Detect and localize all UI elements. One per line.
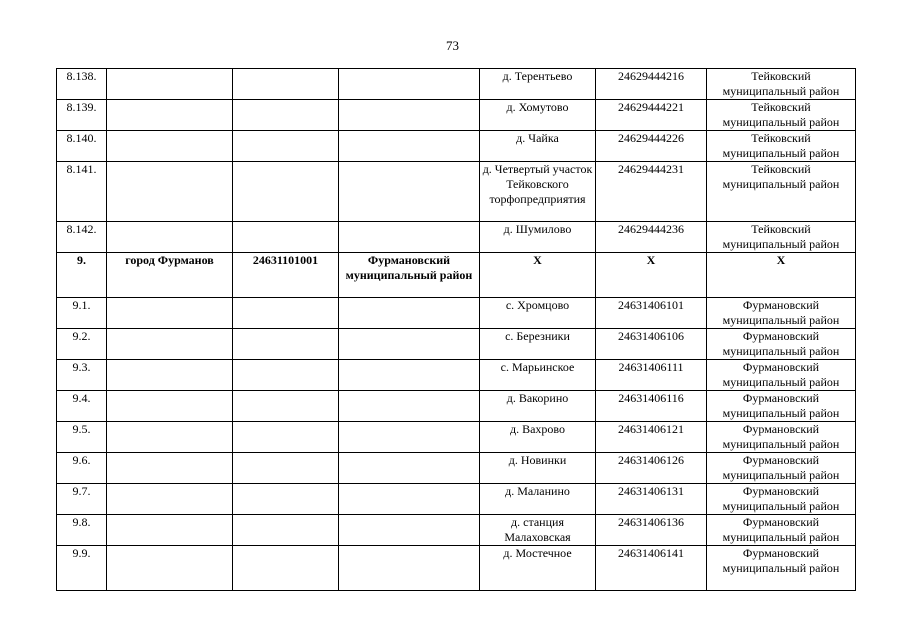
settlement-name-cell: д. Мостечное <box>480 546 596 591</box>
municipality-name-cell <box>107 131 233 162</box>
row-number-cell: 8.138. <box>57 69 107 100</box>
settlement-district-cell: Фурмановский муниципальный район <box>707 515 856 546</box>
municipality-district-cell <box>339 100 480 131</box>
settlement-district-cell: Фурмановский муниципальный район <box>707 546 856 591</box>
settlement-code-cell: 24631406121 <box>596 422 707 453</box>
settlement-district-cell: Тейковский муниципальный район <box>707 162 856 222</box>
municipality-district-cell <box>339 131 480 162</box>
municipality-district-cell <box>339 484 480 515</box>
settlement-district-cell: Тейковский муниципальный район <box>707 100 856 131</box>
settlement-district-cell: Фурмановский муниципальный район <box>707 484 856 515</box>
row-number-cell: 8.139. <box>57 100 107 131</box>
row-number-cell: 8.140. <box>57 131 107 162</box>
row-number-cell: 9.8. <box>57 515 107 546</box>
municipality-name-cell <box>107 329 233 360</box>
table-row <box>57 69 856 100</box>
settlement-name-cell: д. Хомутово <box>480 100 596 131</box>
row-number-cell: 9.4. <box>57 391 107 422</box>
municipality-district-cell <box>339 69 480 100</box>
municipality-code-cell <box>233 69 339 100</box>
municipality-district-cell: Фурмановский муниципальный район <box>339 253 480 298</box>
municipality-district-cell <box>339 422 480 453</box>
table-row <box>57 253 856 298</box>
settlement-district-cell: Фурмановский муниципальный район <box>707 453 856 484</box>
row-number-cell: 9.5. <box>57 422 107 453</box>
row-number-cell: 9.9. <box>57 546 107 591</box>
municipality-code-cell <box>233 222 339 253</box>
settlement-district-cell: Х <box>707 253 856 298</box>
settlement-name-cell: с. Марьинское <box>480 360 596 391</box>
settlement-name-cell: д. Терентьево <box>480 69 596 100</box>
settlement-name-cell: д. Вахрово <box>480 422 596 453</box>
settlement-district-cell: Фурмановский муниципальный район <box>707 422 856 453</box>
settlement-district-cell: Тейковский муниципальный район <box>707 222 856 253</box>
row-number-cell: 8.142. <box>57 222 107 253</box>
settlement-name-cell: Х <box>480 253 596 298</box>
municipality-code-cell <box>233 131 339 162</box>
municipality-code-cell <box>233 100 339 131</box>
municipality-district-cell <box>339 162 480 222</box>
municipality-name-cell <box>107 100 233 131</box>
table-row <box>57 453 856 484</box>
row-number-cell: 9.3. <box>57 360 107 391</box>
page-number: 73 <box>446 38 459 53</box>
settlement-name-cell: д. Маланино <box>480 484 596 515</box>
municipality-code-cell: 24631101001 <box>233 253 339 298</box>
municipality-name-cell <box>107 484 233 515</box>
municipality-code-cell <box>233 329 339 360</box>
table-row <box>57 360 856 391</box>
table-row <box>57 391 856 422</box>
table-row <box>57 162 856 222</box>
municipality-district-cell <box>339 546 480 591</box>
table-row <box>57 298 856 329</box>
settlement-name-cell: д. Чайка <box>480 131 596 162</box>
settlement-district-cell: Тейковский муниципальный район <box>707 69 856 100</box>
municipality-name-cell <box>107 453 233 484</box>
municipality-district-cell <box>339 391 480 422</box>
municipality-name-cell <box>107 222 233 253</box>
row-number-cell: 9. <box>57 253 107 298</box>
municipality-code-cell <box>233 298 339 329</box>
settlement-name-cell: с. Хромцово <box>480 298 596 329</box>
settlement-code-cell: 24629444216 <box>596 69 707 100</box>
settlement-code-cell: Х <box>596 253 707 298</box>
municipality-code-cell <box>233 162 339 222</box>
municipality-district-cell <box>339 453 480 484</box>
settlement-code-cell: 24631406111 <box>596 360 707 391</box>
table-row <box>57 422 856 453</box>
table-row <box>57 222 856 253</box>
settlement-code-cell: 24629444226 <box>596 131 707 162</box>
settlement-code-cell: 24629444236 <box>596 222 707 253</box>
settlement-code-cell: 24631406126 <box>596 453 707 484</box>
settlement-district-cell: Фурмановский муниципальный район <box>707 329 856 360</box>
municipality-code-cell <box>233 422 339 453</box>
municipality-name-cell <box>107 546 233 591</box>
settlement-code-cell: 24631406131 <box>596 484 707 515</box>
settlement-code-cell: 24631406116 <box>596 391 707 422</box>
settlement-name-cell: д. Шумилово <box>480 222 596 253</box>
municipality-name-cell <box>107 360 233 391</box>
settlement-code-cell: 24631406136 <box>596 515 707 546</box>
municipality-district-cell <box>339 298 480 329</box>
settlement-district-cell: Фурмановский муниципальный район <box>707 360 856 391</box>
settlement-name-cell: д. Новинки <box>480 453 596 484</box>
row-number-cell: 8.141. <box>57 162 107 222</box>
municipality-district-cell <box>339 515 480 546</box>
settlement-code-cell: 24629444221 <box>596 100 707 131</box>
table-row <box>57 484 856 515</box>
settlement-district-cell: Фурмановский муниципальный район <box>707 298 856 329</box>
row-number-cell: 9.1. <box>57 298 107 329</box>
municipality-code-cell <box>233 360 339 391</box>
municipality-name-cell <box>107 69 233 100</box>
settlement-district-cell: Фурмановский муниципальный район <box>707 391 856 422</box>
municipality-name-cell <box>107 391 233 422</box>
table-row <box>57 329 856 360</box>
row-number-cell: 9.6. <box>57 453 107 484</box>
settlement-code-cell: 24631406106 <box>596 329 707 360</box>
municipality-name-cell <box>107 298 233 329</box>
municipality-name-cell: город Фурманов <box>107 253 233 298</box>
municipality-code-cell <box>233 391 339 422</box>
municipality-district-cell <box>339 329 480 360</box>
settlement-code-cell: 24629444231 <box>596 162 707 222</box>
settlement-name-cell: д. Вакорино <box>480 391 596 422</box>
settlement-name-cell: д. Четвертый участок Тейковского торфопредприятия <box>480 162 596 222</box>
municipality-name-cell <box>107 422 233 453</box>
municipality-code-cell <box>233 546 339 591</box>
settlement-code-cell: 24631406101 <box>596 298 707 329</box>
settlement-registry-table <box>56 68 856 591</box>
settlement-code-cell: 24631406141 <box>596 546 707 591</box>
municipality-code-cell <box>233 453 339 484</box>
municipality-name-cell <box>107 162 233 222</box>
settlement-name-cell: д. станция Малаховская <box>480 515 596 546</box>
municipality-code-cell <box>233 484 339 515</box>
settlement-district-cell: Тейковский муниципальный район <box>707 131 856 162</box>
table-row <box>57 515 856 546</box>
settlement-name-cell: с. Березники <box>480 329 596 360</box>
municipality-district-cell <box>339 360 480 391</box>
table-body <box>57 69 856 591</box>
municipality-code-cell <box>233 515 339 546</box>
table-row <box>57 131 856 162</box>
table-row <box>57 546 856 591</box>
row-number-cell: 9.2. <box>57 329 107 360</box>
municipality-district-cell <box>339 222 480 253</box>
row-number-cell: 9.7. <box>57 484 107 515</box>
table-row <box>57 100 856 131</box>
municipality-name-cell <box>107 515 233 546</box>
